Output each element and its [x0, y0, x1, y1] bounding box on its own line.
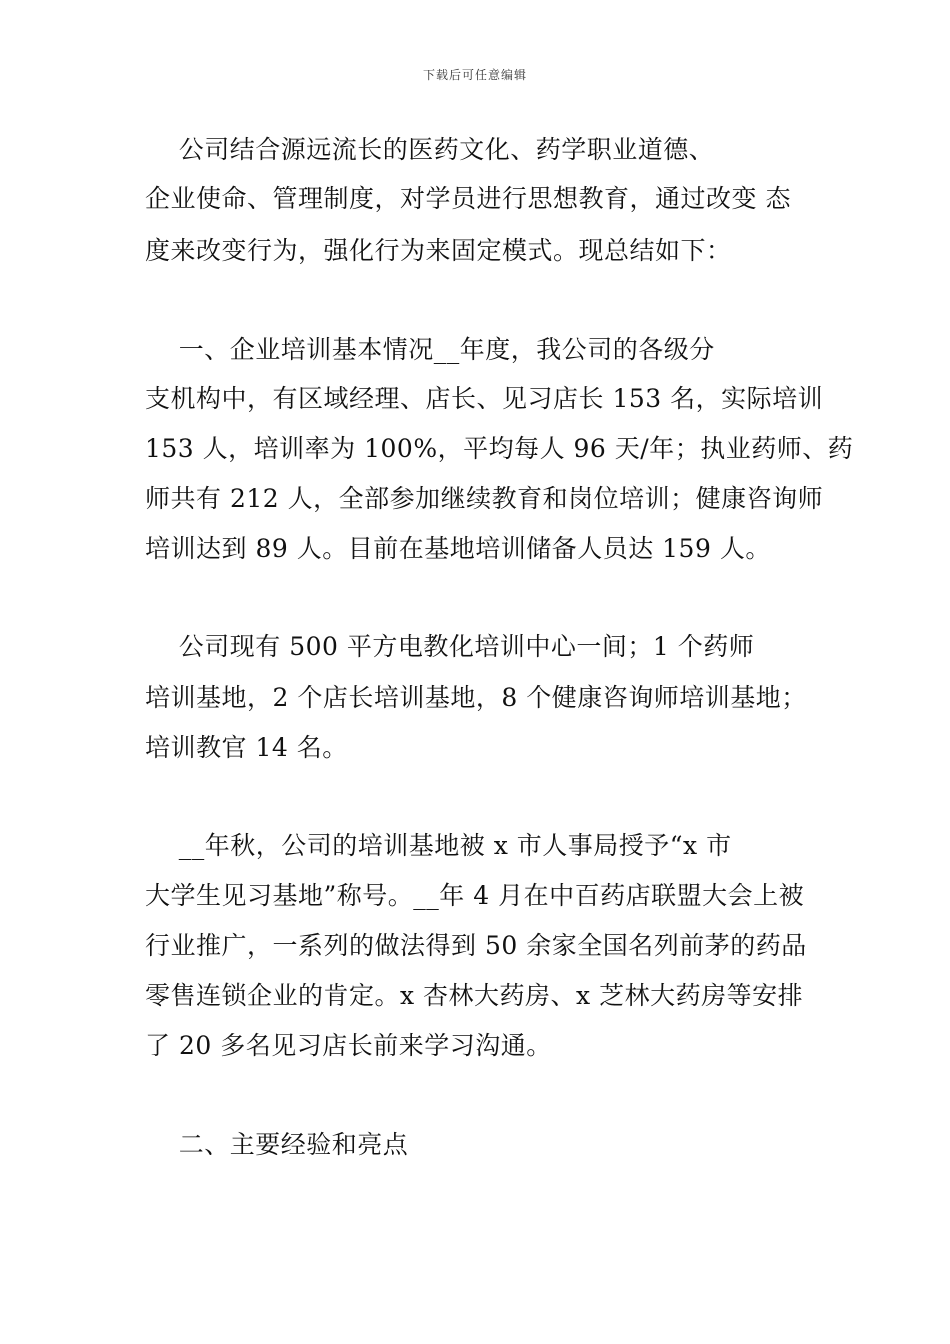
section-2-heading: 二、主要经验和亮点: [145, 1130, 409, 1159]
section-1-line-3: 153 人，培训率为 100%，平均每人 96 天/年；执业药师、药: [145, 434, 854, 463]
intro-line-1: 公司结合源远流长的医药文化、药学职业道德、: [145, 135, 715, 164]
header-note: 下载后可任意编辑: [422, 68, 527, 82]
honors-line-2: 大学生见习基地”称号。__年 4 月在中百药店联盟大会上被: [145, 881, 805, 910]
facilities-line-3: 培训教官 14 名。: [145, 733, 348, 762]
facilities-line-1: 公司现有 500 平方电教化培训中心一间；1 个药师: [145, 632, 755, 661]
honors-line-5: 了 20 多名见习店长前来学习沟通。: [145, 1031, 552, 1060]
honors-line-4: 零售连锁企业的肯定。x 杏林大药房、x 芝林大药房等安排: [145, 981, 804, 1010]
intro-line-2: 企业使命、管理制度，对学员进行思想教育，通过改变 态: [145, 184, 791, 213]
section-1-line-2: 支机构中，有区域经理、店长、见习店长 153 名，实际培训: [145, 384, 824, 413]
honors-line-3: 行业推广，一系列的做法得到 50 余家全国名列前茅的药品: [145, 931, 807, 960]
honors-line-1: __年秋，公司的培训基地被 x 市人事局授予“x 市: [145, 831, 732, 860]
facilities-line-2: 培训基地，2 个店长培训基地，8 个健康咨询师培训基地；: [145, 683, 807, 712]
section-1-line-1: 一、企业培训基本情况__年度，我公司的各级分: [145, 335, 715, 364]
intro-line-3: 度来改变行为，强化行为来固定模式。现总结如下：: [145, 236, 732, 265]
section-1-line-4: 师共有 212 人，全部参加继续教育和岗位培训；健康咨询师: [145, 484, 824, 513]
section-1-line-5: 培训达到 89 人。目前在基地培训储备人员达 159 人。: [145, 534, 771, 563]
